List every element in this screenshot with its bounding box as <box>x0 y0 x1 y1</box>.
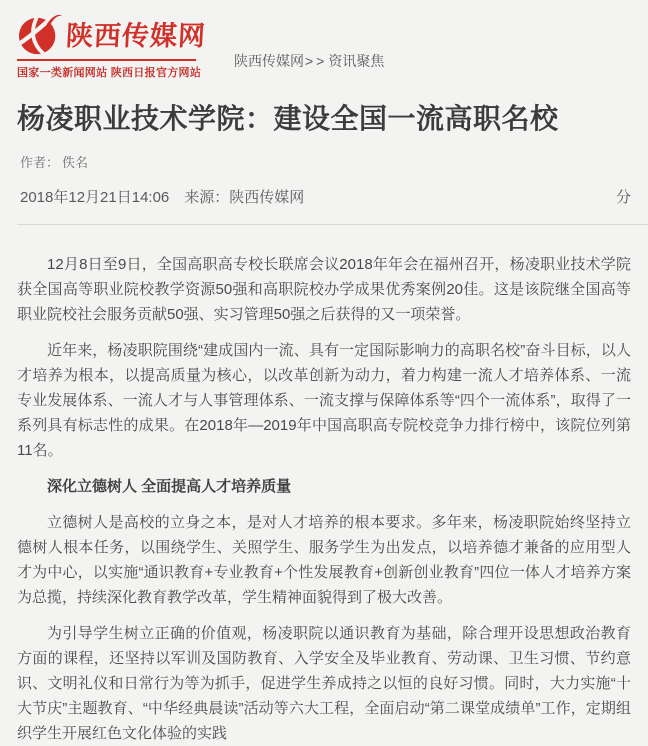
article <box>0 101 648 746</box>
publish-datetime: 2018年12月21日14:06 <box>20 189 170 206</box>
author-line <box>20 152 631 171</box>
section-heading: 深化立德树人 全面提高人才培养质量 <box>47 478 292 495</box>
paragraph: 12月8日至9日，全国高职高专校长联席会议2018年年会在福州召开，杨凌职业技术学院获全国高等职业院校教学资源50强和高职院校办学成果优秀案例20佳。这是该院继全国高等职业院校社会服务贡献50强、实习管理50强之后获得的又一项荣誉。 <box>17 256 631 323</box>
site-logo[interactable] <box>17 14 206 80</box>
source-label: 来源： <box>184 189 230 206</box>
logo-underline-divider <box>17 59 196 61</box>
paragraph: 为引导学生树立正确的价值观，杨凌职院以通识教育为基础，除合理开设思想政治教育方面的课程，还坚持以军训及国防教育、入学安全及毕业教育、劳动课、卫生习惯、节约意识、文明礼仪和日常行为等为抓手，促进学生养成持之以恒的良好习惯。同时，大力实施“十大节庆”主题教育、“中华经典晨读”活动等六大工程，全面启动“第二课堂成绩单”工作，定期组织学生开展红色文化体验的实践 <box>17 625 631 742</box>
paragraph: 立德树人是高校的立身之本，是对人才培养的根本要求。多年来，杨凌职院始终坚持立德树人根本任务，以围绕学生、关照学生、服务学生为出发点，以培养德才兼备的应用型人才为中心，以实施“通识教育+专业教育+个性发展教育+创新创业教育”四位一体人才培养方案为总揽，持续深化教育教学改革，学生精神面貌得到了极大改善。 <box>17 514 631 606</box>
site-logo-top <box>17 14 206 58</box>
meta-line <box>20 186 631 207</box>
site-logo-subtitle: 国家一类新闻网站 陕西日报官方网站 <box>17 67 202 79</box>
author-name: 佚名 <box>62 155 89 170</box>
article-body <box>0 225 648 746</box>
site-logo-title: 陕西传媒网 <box>65 20 207 51</box>
source-line <box>184 186 304 207</box>
article-title: 杨凌职业技术学院：建设全国一流高职名校 <box>17 103 559 134</box>
site-header <box>0 0 648 80</box>
breadcrumb-section-link[interactable]: 资讯聚焦 <box>328 53 385 69</box>
share-button[interactable]: 分 <box>615 189 631 206</box>
source-name: 陕西传媒网 <box>229 189 305 206</box>
author-label: 作者： <box>20 155 60 170</box>
breadcrumb <box>234 14 384 71</box>
shaanxi-media-logo-icon <box>17 12 63 61</box>
paragraph: 近年来，杨凌职院围绕“建成国内一流、具有一定国际影响力的高职名校”奋斗目标，以人才培养为根本，以提高质量为核心，以改革创新为动力，着力构建一流人才培养体系、一流专业发展体系、一流人才与人事管理体系、一流支撑与保障体系等“四个一流体系”，取得了一系列具有标志性的成果。在2018年—2019年中国高职高专院校竞争力排行榜中，该院位列第11名。 <box>17 342 631 459</box>
breadcrumb-site-link[interactable]: 陕西传媒网 <box>234 53 304 69</box>
breadcrumb-separator: >> <box>305 53 328 69</box>
